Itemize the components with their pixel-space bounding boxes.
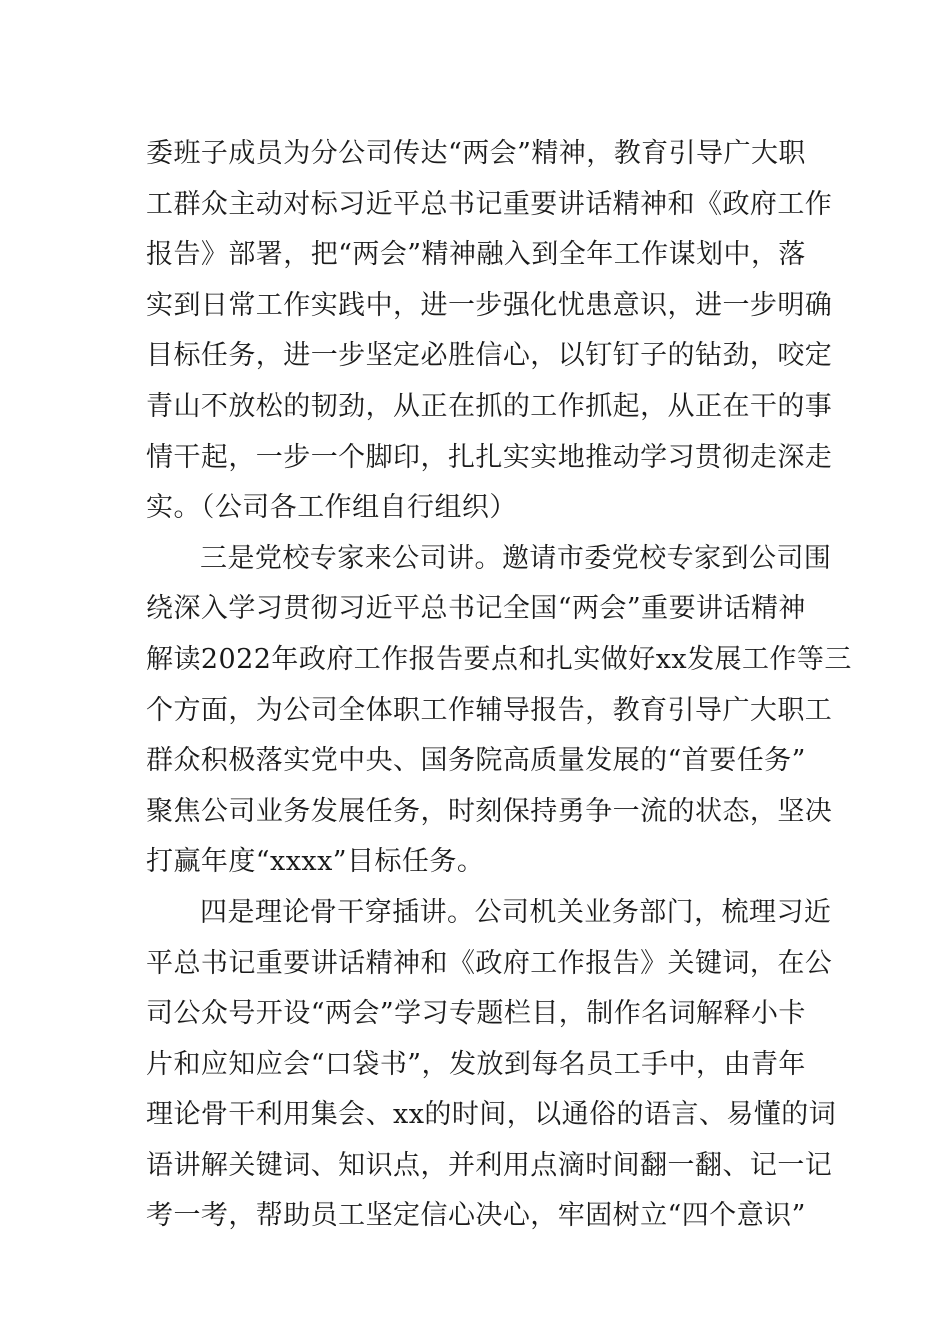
text-line: 个方面，为公司全体职工作辅导报告，教育引导广大职工 xyxy=(146,694,833,726)
text-line: 司公众号开设“两会”学习专题栏目，制作名词解释小卡 xyxy=(146,998,806,1030)
text-line: 打赢年度“xxxx”目标任务。 xyxy=(146,846,485,878)
paragraph-three-start: 三是党校专家来公司讲。邀请市委党校专家到公司围 xyxy=(200,542,832,574)
text-line: 青山不放松的韧劲，从正在抓的工作抓起，从正在干的事 xyxy=(146,390,833,422)
text-line: 平总书记重要讲话精神和《政府工作报告》关键词，在公 xyxy=(146,947,833,979)
text-line: 片和应知应会“口袋书”，发放到每名员工手中，由青年 xyxy=(146,1048,806,1080)
text-line: 目标任务，进一步坚定必胜信心，以钉钉子的钻劲，咬定 xyxy=(146,340,833,372)
text-line: 群众积极落实党中央、国务院高质量发展的“首要任务” xyxy=(146,745,806,777)
text-line: 语讲解关键词、知识点，并利用点滴时间翻一翻、记一记 xyxy=(146,1149,833,1181)
text-line: 实到日常工作实践中，进一步强化忧患意识，进一步明确 xyxy=(146,289,833,321)
paragraph-four-start: 四是理论骨干穿插讲。公司机关业务部门，梳理习近 xyxy=(200,896,832,928)
text-line: 工群众主动对标习近平总书记重要讲话精神和《政府工作 xyxy=(146,188,833,220)
text-line: 理论骨干利用集会、xx的时间，以通俗的语言、易懂的词 xyxy=(146,1099,837,1131)
text-line: 绕深入学习贯彻习近平总书记全国“两会”重要讲话精神 xyxy=(146,593,806,625)
text-line: 情干起，一步一个脚印，扎扎实实地推动学习贯彻走深走 xyxy=(146,441,833,473)
text-line: 实。（公司各工作组自行组织） xyxy=(146,492,517,524)
document-body xyxy=(146,129,852,1242)
text-line: 聚焦公司业务发展任务，时刻保持勇争一流的状态，坚决 xyxy=(146,795,833,827)
text-line: 考一考，帮助员工坚定信心决心，牢固树立“四个意识” xyxy=(146,1200,806,1232)
text-line: 报告》部署，把“两会”精神融入到全年工作谋划中，落 xyxy=(146,239,806,271)
text-line: 解读2022年政府工作报告要点和扎实做好xx发展工作等三 xyxy=(146,643,852,675)
text-line: 委班子成员为分公司传达“两会”精神，教育引导广大职 xyxy=(146,138,806,169)
